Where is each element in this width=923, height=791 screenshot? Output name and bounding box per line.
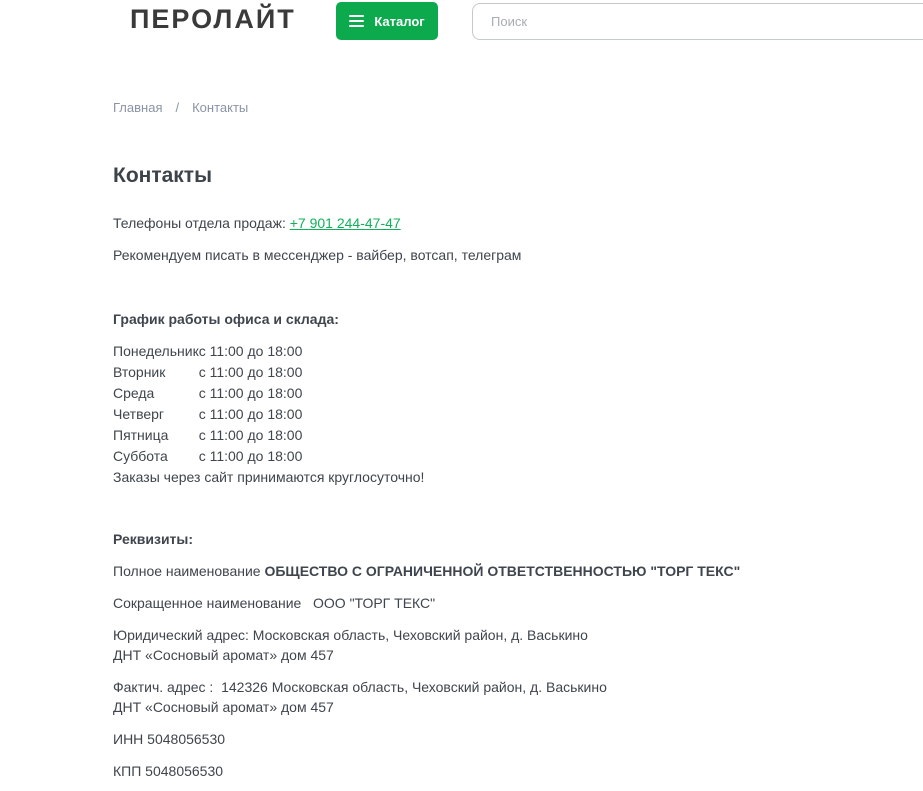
search-input[interactable] (472, 3, 923, 40)
schedule-row (113, 341, 302, 362)
full-name-line (113, 561, 813, 581)
breadcrumb-home-link[interactable]: Главная (113, 100, 163, 115)
schedule-row (113, 362, 302, 383)
schedule-hours: с 11:00 до 18:00 (198, 364, 303, 380)
full-name-label: Полное наименование (113, 563, 265, 579)
schedule-hours: с 11:00 до 18:00 (198, 385, 303, 401)
catalog-button[interactable] (336, 2, 438, 40)
actual-address-line2: ДНТ «Сосновый аромат» дом 457 (113, 699, 334, 715)
breadcrumb-current: Контакты (192, 100, 249, 115)
schedule-title: График работы офиса и склада: (113, 311, 339, 327)
legal-address-line2: ДНТ «Сосновый аромат» дом 457 (113, 647, 334, 663)
phones-label: Телефоны отдела продаж: (113, 215, 290, 231)
schedule-day: Пятница (113, 427, 169, 443)
legal-address-line1: Юридический адрес: Московская область, Чеховский район, д. Васькино (113, 627, 588, 643)
short-name-line: Сокращенное наименование ООО "ТОРГ ТЕКС" (113, 595, 436, 611)
inn-line: ИНН 5048056530 (113, 731, 226, 747)
kpp-line: КПП 5048056530 (113, 763, 224, 779)
schedule-hours: с 11:00 до 18:00 (198, 427, 303, 443)
actual-address-line1: Фактич. адрес : 142326 Московская область, Чеховский район, д. Васькино (113, 679, 607, 695)
schedule-day: Суббота (113, 448, 168, 464)
messenger-note: Рекомендуем писать в мессенджер - вайбер, вотсап, телеграм (113, 247, 522, 263)
schedule-row (113, 425, 302, 446)
schedule-hours: с 11:00 до 18:00 (198, 343, 303, 359)
phones-line (113, 213, 813, 233)
phone-link[interactable]: +7 901 244-47-47 (289, 215, 401, 231)
schedule-row (113, 404, 302, 425)
schedule-row (113, 446, 302, 467)
schedule-day: Вторник (113, 364, 166, 380)
schedule-day: Четверг (113, 406, 165, 422)
schedule-day: Понедельник (113, 343, 199, 359)
catalog-button-label: Каталог (374, 13, 425, 29)
hamburger-icon (349, 15, 364, 27)
legal-address (113, 625, 813, 665)
schedule-hours: с 11:00 до 18:00 (198, 406, 303, 422)
schedule-note: Заказы через сайт принимаются круглосуточно! (113, 469, 425, 485)
contacts-content (113, 162, 813, 781)
breadcrumb-separator: / (175, 100, 180, 115)
breadcrumb (113, 100, 923, 115)
schedule-day: Среда (113, 385, 155, 401)
schedule-table (113, 341, 302, 467)
schedule-row (113, 383, 302, 404)
actual-address (113, 677, 813, 717)
schedule-hours: с 11:00 до 18:00 (198, 448, 303, 464)
site-header (0, 0, 923, 42)
page-title: Контакты (113, 164, 213, 187)
requisites-title: Реквизиты: (113, 531, 194, 547)
site-logo[interactable]: ПЕРОЛАЙТ (130, 4, 296, 34)
full-name-value: ОБЩЕСТВО С ОГРАНИЧЕННОЙ ОТВЕТСТВЕННОСТЬЮ "ТОРГ ТЕКС" (264, 563, 741, 579)
